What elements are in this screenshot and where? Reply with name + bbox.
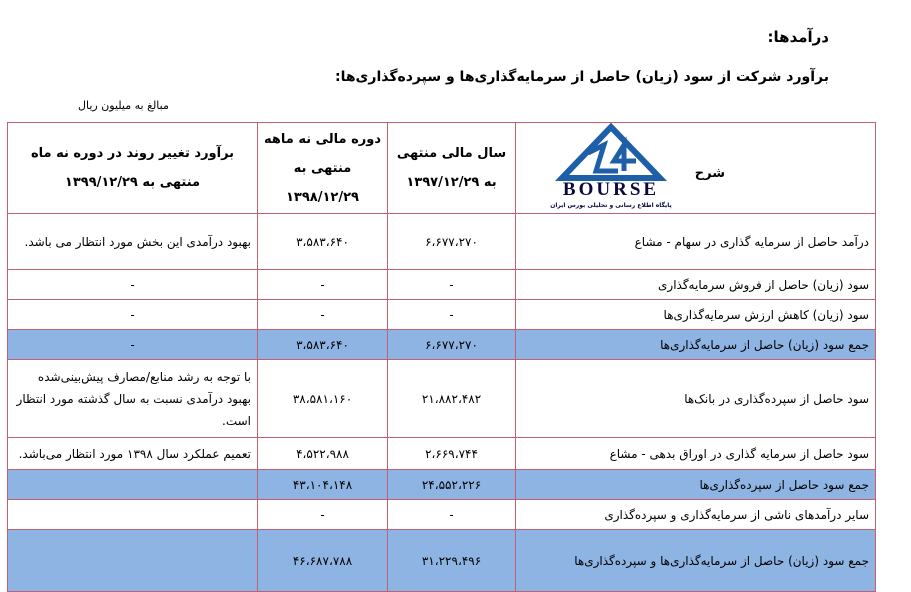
row-value-1398: ۳،۵۸۳،۶۴۰ [258,214,388,270]
row-value-1397: ۶،۶۷۷،۲۷۰ [388,214,516,270]
section-subtitle: برآورد شرکت از سود (زیان) حاصل از سرمایه‌گذاری‌ها و سپرده‌گذاری‌ها: [334,69,829,85]
row-note: - [8,300,258,330]
row-value-1398: ۳۸،۵۸۱،۱۶۰ [258,360,388,438]
unit-note: مبالغ به میلیون ریال [78,99,169,112]
row-note: تعمیم عملکرد سال ۱۳۹۸ مورد انتظار می‌باشد. [8,438,258,470]
svg-text:BOURSE: BOURSE [562,179,660,200]
row-value-1397: ۳۱،۲۲۹،۴۹۶ [388,530,516,592]
row-note [8,470,258,500]
table-total-row [8,530,876,592]
row-value-1398: - [258,300,388,330]
row-desc: درآمد حاصل از سرمایه گذاری در سهام - مشاع [516,214,876,270]
header-col3: برآورد تغییر روند در دوره نه ماه منتهی به ۱۳۹۹/۱۲/۲۹ [8,123,258,214]
row-desc: سود حاصل از سرمایه گذاری در اوراق بدهی - مشاع [516,438,876,470]
row-value-1398: ۳،۵۸۳،۶۴۰ [258,330,388,360]
table-row [8,500,876,530]
row-value-1397: ۲،۶۶۹،۷۴۴ [388,438,516,470]
row-value-1397: ۶،۶۷۷،۲۷۰ [388,330,516,360]
table-total-row [8,330,876,360]
header-desc-label: شرح [694,166,725,181]
row-value-1397: ۲۴،۵۵۲،۲۲۶ [388,470,516,500]
table-row [8,214,876,270]
header-desc [516,123,876,214]
row-note: با توجه به رشد منابع/مصارف پیش‌بینی‌شده بهبود درآمدی نسبت به سال گذشته مورد انتظار است. [8,360,258,438]
row-value-1398: - [258,270,388,300]
header-col1: سال مالی منتهی به ۱۳۹۷/۱۲/۲۹ [388,123,516,214]
row-value-1397: - [388,500,516,530]
row-desc: جمع سود (زیان) حاصل از سرمایه‌گذاری‌ها [516,330,876,360]
row-desc: سود (زیان) کاهش ارزش سرمایه‌گذاری‌ها [516,300,876,330]
svg-text:پایگاه اطلاع رسانی و تحلیلی بو: پایگاه اطلاع رسانی و تحلیلی بورس ایران [550,202,672,209]
row-note: - [8,270,258,300]
row-value-1398: - [258,500,388,530]
table-row [8,438,876,470]
table-row [8,270,876,300]
row-desc: جمع سود حاصل از سپرده‌گذاری‌ها [516,470,876,500]
row-value-1398: ۴۶،۶۸۷،۷۸۸ [258,530,388,592]
bourse-logo-icon [536,123,686,211]
row-desc: سود حاصل از سپرده‌گذاری در بانک‌ها [516,360,876,438]
table-row [8,300,876,330]
row-note [8,500,258,530]
table-total-row [8,470,876,500]
row-desc: سایر درآمدهای ناشی از سرمایه‌گذاری و سپرده‌گذاری [516,500,876,530]
row-value-1398: ۴،۵۲۲،۹۸۸ [258,438,388,470]
row-value-1397: - [388,300,516,330]
row-desc: سود (زیان) حاصل از فروش سرمایه‌گذاری [516,270,876,300]
header-col2: دوره مالی نه ماهه منتهی به ۱۳۹۸/۱۲/۲۹ [258,123,388,214]
row-desc: جمع سود (زیان) حاصل از سرمایه‌گذاری‌ها و سپرده‌گذاری‌ها [516,530,876,592]
income-table [7,122,876,592]
row-value-1397: - [388,270,516,300]
row-note: بهبود درآمدی این بخش مورد انتظار می باشد. [8,214,258,270]
page-title: درآمدها: [767,28,829,46]
table-row [8,360,876,438]
row-value-1398: ۴۳،۱۰۴،۱۴۸ [258,470,388,500]
row-value-1397: ۲۱،۸۸۲،۴۸۲ [388,360,516,438]
table-header-row [8,123,876,214]
row-note [8,530,258,592]
row-note: - [8,330,258,360]
